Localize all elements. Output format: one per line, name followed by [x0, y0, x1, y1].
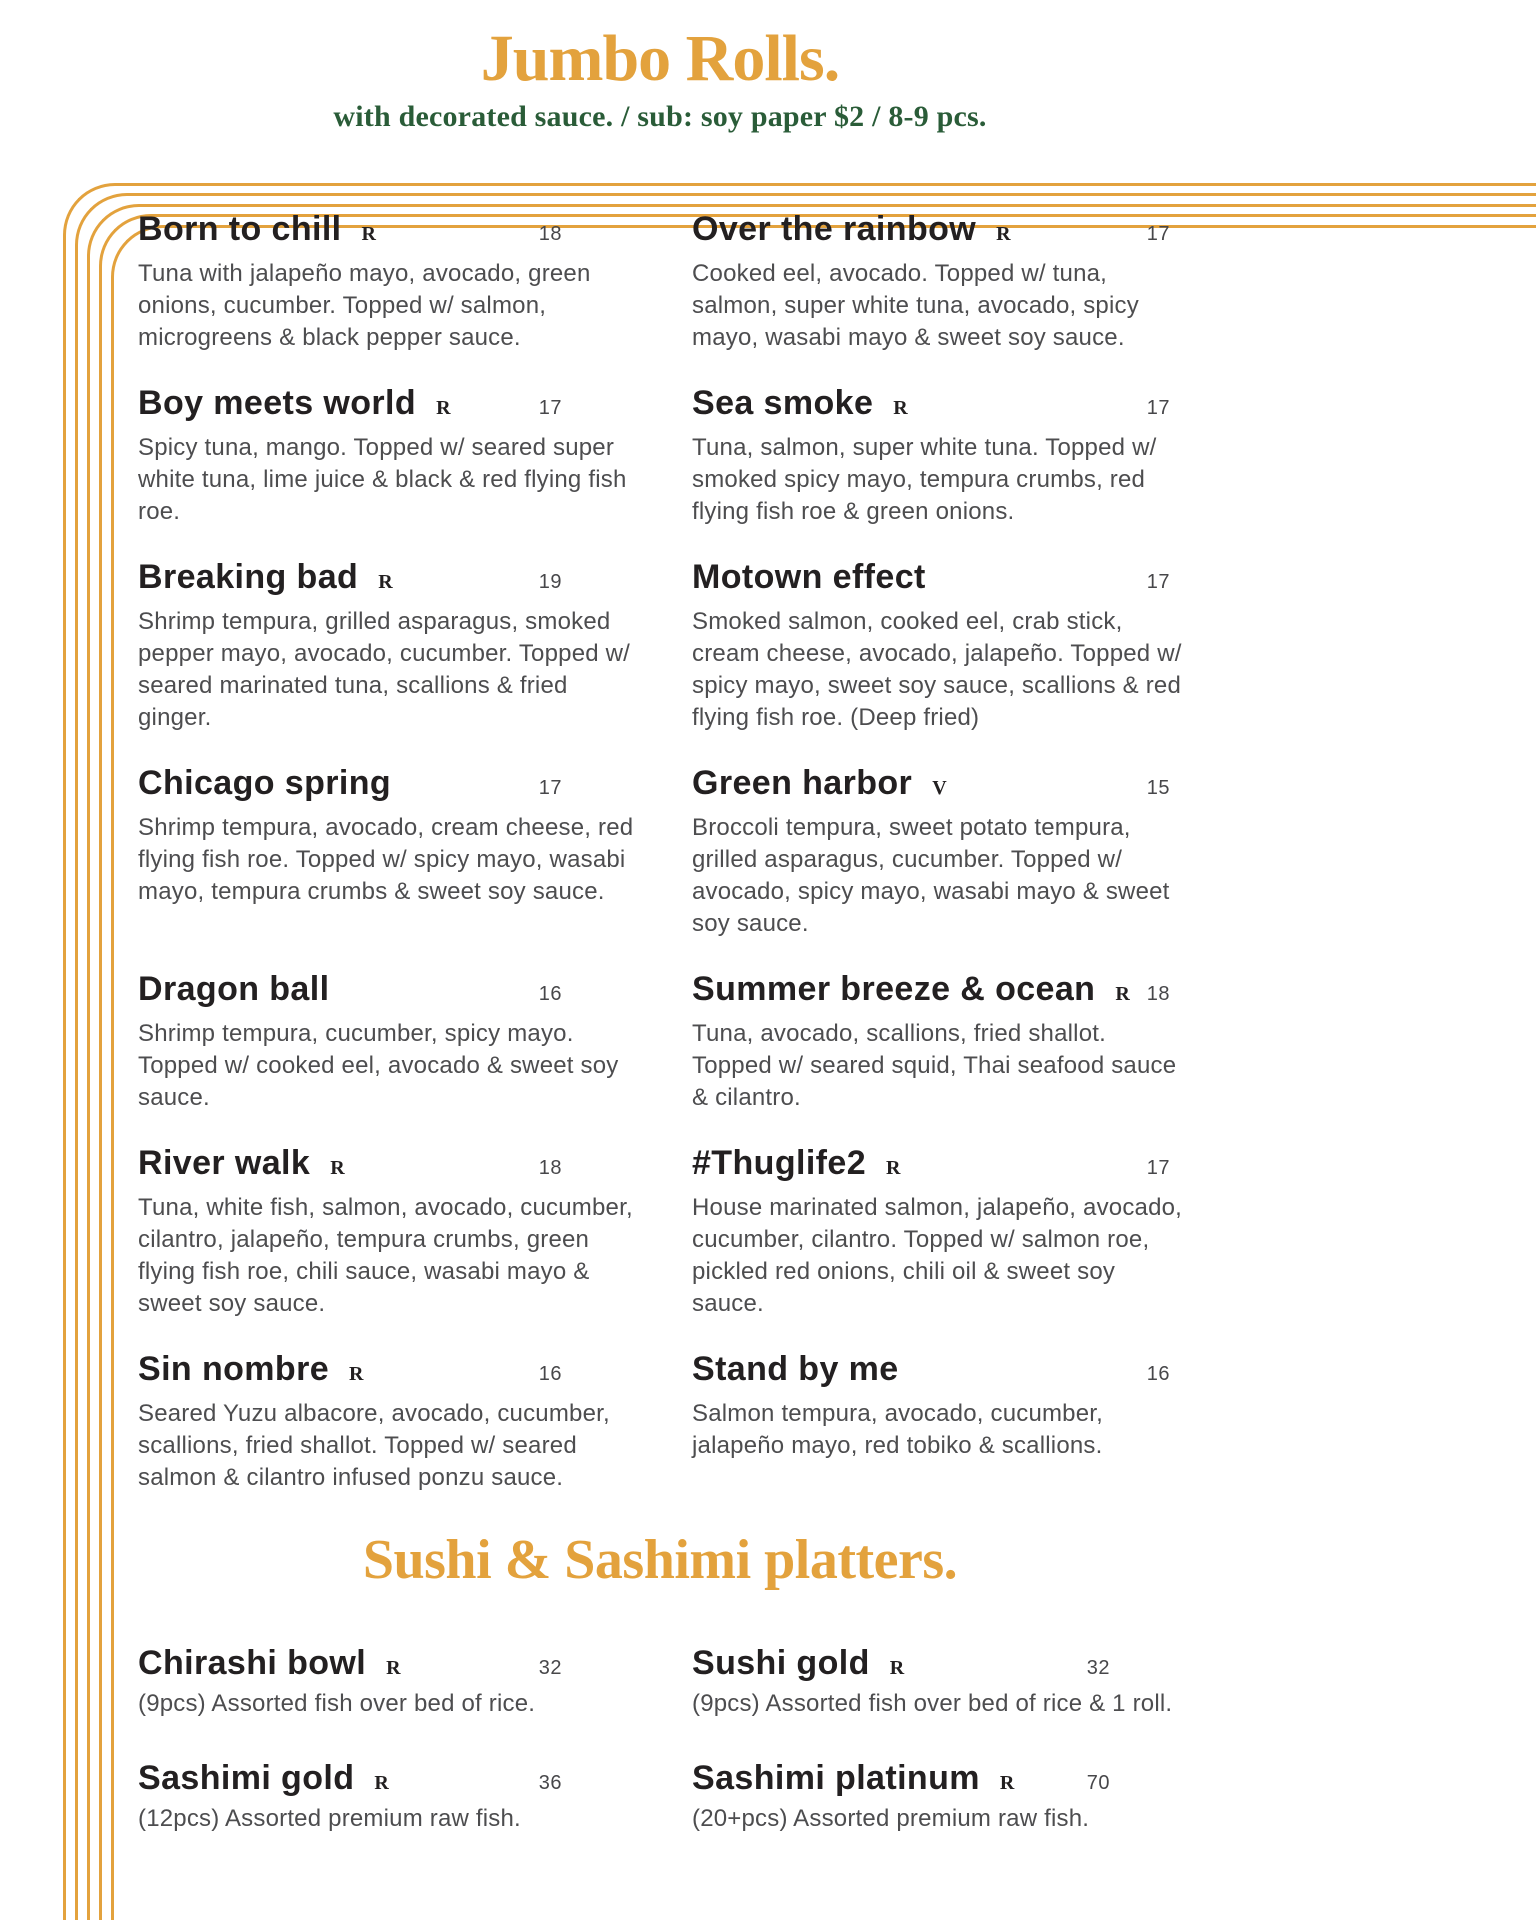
item-price: 15	[1146, 777, 1170, 799]
platters-section	[138, 1642, 1192, 1872]
item-price: 32	[538, 1657, 562, 1679]
item-price: 17	[1146, 397, 1170, 419]
menu-item	[138, 1142, 638, 1320]
menu-item	[138, 968, 638, 1114]
item-name: Sashimi gold	[138, 1759, 355, 1797]
dietary-marker: R	[374, 1772, 389, 1794]
dietary-marker: R	[999, 1772, 1015, 1794]
dietary-marker: R	[996, 223, 1011, 245]
item-description: (20+pcs) Assorted premium raw fish.	[692, 1805, 1090, 1832]
section-subtitle: with decorated sauce. / sub: soy paper $2 / 8-9 pcs.	[333, 100, 987, 134]
menu-item-header	[692, 556, 1170, 598]
item-name: Green harbor	[692, 764, 913, 802]
dietary-marker: R	[893, 397, 908, 419]
item-name: Sashimi platinum	[692, 1759, 980, 1797]
item-name: Breaking bad	[138, 558, 359, 596]
menu-item-header	[692, 1348, 1170, 1390]
menu-item	[692, 968, 1192, 1114]
dietary-marker: R	[386, 1657, 401, 1679]
dietary-marker: R	[378, 571, 393, 593]
dietary-marker: R	[349, 1363, 364, 1385]
item-description: Tuna, avocado, scallions, fried shallot. Topped w/ seared squid, Thai seafood sauce & cilantro.	[692, 1020, 1177, 1111]
item-description: (9pcs) Assorted fish over bed of rice & 1 roll.	[692, 1690, 1173, 1717]
item-description: Tuna with jalapeño mayo, avocado, green onions, cucumber. Topped w/ salmon, microgreens & black pepper sauce.	[138, 260, 591, 351]
section-title-platters: Sushi & Sashimi platters.	[362, 1529, 958, 1591]
item-name: Sushi gold	[692, 1644, 870, 1682]
menu-item-header	[692, 382, 1170, 424]
menu-item	[692, 556, 1192, 734]
menu-item-header	[138, 968, 562, 1010]
menu-item	[138, 1642, 638, 1720]
item-name: Stand by me	[692, 1350, 899, 1388]
item-description: (12pcs) Assorted premium raw fish.	[138, 1805, 521, 1832]
item-name: Over the rainbow	[692, 210, 977, 248]
menu-item	[692, 1757, 1192, 1835]
item-name: Boy meets world	[138, 384, 417, 422]
item-price: 19	[538, 571, 562, 593]
menu-item-header	[138, 1757, 562, 1799]
item-price: 18	[1146, 983, 1170, 1005]
item-price: 16	[538, 983, 562, 1005]
item-price: 17	[538, 397, 562, 419]
item-description: Tuna, white fish, salmon, avocado, cucumber, cilantro, jalapeño, tempura crumbs, green flying fish roe, chili sauce, wasabi mayo & sweet soy sauce.	[138, 1194, 633, 1317]
page-header	[0, 24, 1320, 135]
menu-item-header	[138, 556, 562, 598]
menu-item-header	[138, 382, 562, 424]
menu-item-header	[692, 762, 1170, 804]
menu-item	[138, 208, 638, 354]
item-price: 18	[538, 223, 562, 245]
item-name: Chirashi bowl	[138, 1644, 367, 1682]
item-description: House marinated salmon, jalapeño, avocado, cucumber, cilantro. Topped w/ salmon roe, pickled red onions, chili oil & sweet soy sauce.	[692, 1194, 1183, 1317]
menu-item	[138, 382, 638, 528]
item-name: Chicago spring	[138, 764, 392, 802]
item-price: 32	[1086, 1657, 1110, 1679]
menu-item	[692, 1142, 1192, 1320]
item-price: 16	[1146, 1363, 1170, 1385]
menu-item-header	[138, 1142, 562, 1184]
item-description: Broccoli tempura, sweet potato tempura, grilled asparagus, cucumber. Topped w/ avocado, spicy mayo, wasabi mayo & sweet soy sauce.	[692, 814, 1170, 937]
item-description: Shrimp tempura, grilled asparagus, smoked pepper mayo, avocado, cucumber. Topped w/ seared marinated tuna, scallions & fried ginger.	[138, 608, 631, 731]
dietary-marker: V	[932, 777, 947, 799]
item-price: 17	[1146, 571, 1170, 593]
item-name: Summer breeze & ocean	[692, 970, 1096, 1008]
menu-item	[138, 1348, 638, 1494]
jumbo-rolls-section	[138, 208, 1192, 1522]
menu-item	[692, 1348, 1192, 1494]
item-name: River walk	[138, 1144, 311, 1182]
item-description: Shrimp tempura, avocado, cream cheese, red flying fish roe. Topped w/ spicy mayo, wasabi mayo, tempura crumbs & sweet soy sauce.	[138, 814, 634, 905]
menu-item-header	[692, 208, 1170, 250]
item-description: Seared Yuzu albacore, avocado, cucumber, scallions, fried shallot. Topped w/ seared salmon & cilantro infused ponzu sauce.	[138, 1400, 610, 1491]
menu-item	[692, 382, 1192, 528]
item-price: 17	[538, 777, 562, 799]
dietary-marker: R	[1115, 983, 1130, 1005]
menu-item	[138, 1757, 638, 1835]
item-name: Born to chill	[138, 210, 342, 248]
menu-item-header	[692, 1142, 1170, 1184]
section-title-jumbo-rolls: Jumbo Rolls.	[480, 22, 840, 95]
menu-item	[692, 762, 1192, 940]
item-price: 70	[1086, 1772, 1110, 1794]
dietary-marker: R	[886, 1157, 901, 1179]
item-price: 17	[1146, 223, 1170, 245]
menu-item-header	[692, 968, 1170, 1010]
menu-item	[138, 556, 638, 734]
menu-item-header	[692, 1642, 1110, 1684]
item-description: Tuna, salmon, super white tuna. Topped w/ smoked spicy mayo, tempura crumbs, red flying fish roe & green onions.	[692, 434, 1157, 525]
item-price: 18	[538, 1157, 562, 1179]
dietary-marker: R	[330, 1157, 345, 1179]
item-description: Spicy tuna, mango. Topped w/ seared super white tuna, lime juice & black & red flying fish roe.	[138, 434, 627, 525]
item-price: 36	[538, 1772, 562, 1794]
dietary-marker: R	[436, 397, 451, 419]
dietary-marker: R	[889, 1657, 905, 1679]
item-description: Cooked eel, avocado. Topped w/ tuna, salmon, super white tuna, avocado, spicy mayo, wasabi mayo & sweet soy sauce.	[692, 260, 1139, 351]
item-description: Shrimp tempura, cucumber, spicy mayo. Topped w/ cooked eel, avocado & sweet soy sauce.	[138, 1020, 619, 1111]
menu-item-header	[138, 1348, 562, 1390]
item-price: 16	[538, 1363, 562, 1385]
menu-item-header	[138, 762, 562, 804]
item-description: (9pcs) Assorted fish over bed of rice.	[138, 1690, 536, 1717]
menu-item-header	[138, 1642, 562, 1684]
item-description: Salmon tempura, avocado, cucumber, jalapeño mayo, red tobiko & scallions.	[692, 1400, 1104, 1459]
menu-item	[692, 1642, 1192, 1720]
menu-item	[692, 208, 1192, 354]
item-description: Smoked salmon, cooked eel, crab stick, cream cheese, avocado, jalapeño. Topped w/ spicy mayo, sweet soy sauce, scallions & red flying fish roe. (Deep fried)	[692, 608, 1182, 731]
item-price: 17	[1146, 1157, 1170, 1179]
item-name: Dragon ball	[138, 970, 330, 1008]
menu-item-header	[138, 208, 562, 250]
item-name: Motown effect	[692, 558, 926, 596]
dietary-marker: R	[361, 223, 376, 245]
menu-item	[138, 762, 638, 940]
menu-item-header	[692, 1757, 1110, 1799]
item-name: Sin nombre	[138, 1350, 330, 1388]
item-name: Sea smoke	[692, 384, 874, 422]
item-name: #Thuglife2	[692, 1144, 867, 1182]
